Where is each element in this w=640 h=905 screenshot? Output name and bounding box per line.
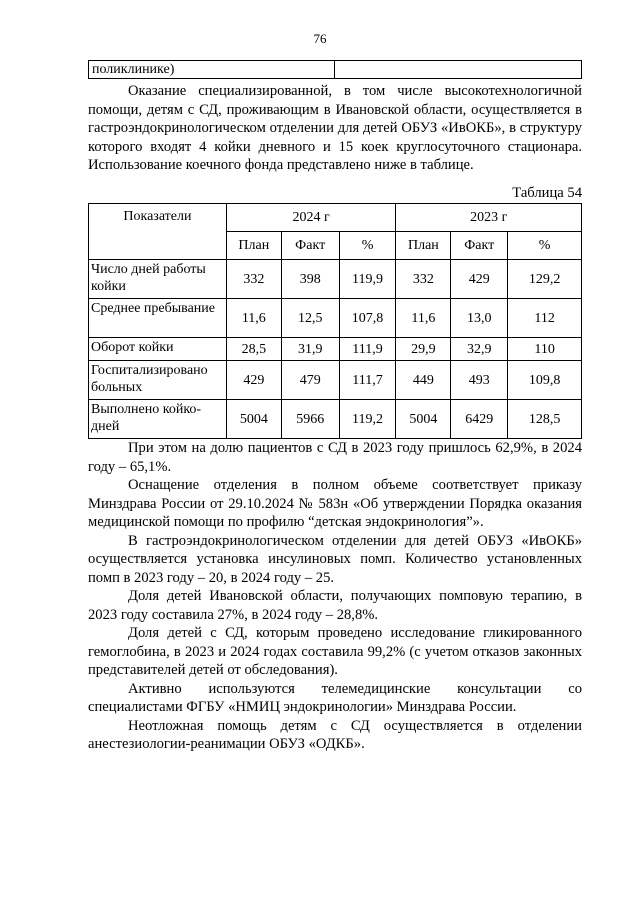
row-label: Госпитализировано больных: [89, 361, 227, 400]
header-pct-2024: %: [339, 232, 396, 260]
header-plan-2024: План: [226, 232, 281, 260]
cell-plan-2024: 332: [226, 260, 281, 299]
cell-fact-2023: 32,9: [451, 338, 508, 361]
paragraph: Оснащение отделения в полном объеме соответствует приказу Минздрава России от 29.10.2024 № 583н «Об утверждении Порядка оказания медицинской помощи по профилю “детская эндокринология”».: [88, 477, 582, 530]
header-year-2024: 2024 г: [226, 204, 396, 232]
bed-usage-table: [88, 203, 582, 439]
cell-fact-2024: 31,9: [281, 338, 339, 361]
paragraph: Активно используются телемедицинские консультации со специалистами ФГБУ «НМИЦ эндокринологии» Минздрава России.: [88, 680, 582, 715]
cell-fact-2024: 479: [281, 361, 339, 400]
paragraph: Неотложная помощь детям с СД осуществляется в отделении анестезиологии-реанимации ОБУЗ «ОДКБ».: [88, 717, 582, 752]
cell-pct-2023: 109,8: [508, 361, 582, 400]
cell-plan-2024: 429: [226, 361, 281, 400]
cell-plan-2023: 449: [396, 361, 451, 400]
table-row: [89, 338, 582, 361]
table-row: [89, 400, 582, 439]
header-plan-2023: План: [396, 232, 451, 260]
cell-pct-2024: 111,9: [339, 338, 396, 361]
paragraph: Доля детей с СД, которым проведено исследование гликированного гемоглобина, в 2023 и 2024 годах составила 99,2% (с учетом отказов законных представителей детей от обследования).: [88, 625, 582, 678]
cell-fact-2023: 493: [451, 361, 508, 400]
cell-plan-2023: 5004: [396, 400, 451, 439]
cell-plan-2023: 332: [396, 260, 451, 299]
cell-fact-2023: 13,0: [451, 299, 508, 338]
header-pct-2023: %: [508, 232, 582, 260]
cell-pct-2023: 110: [508, 338, 582, 361]
continued-cell: поликлинике): [89, 61, 335, 79]
cell-pct-2023: 129,2: [508, 260, 582, 299]
table-header-row: [89, 204, 582, 232]
cell-pct-2024: 107,8: [339, 299, 396, 338]
paragraph-intro: Оказание специализированной, в том числе высокотехнологичной помощи, детям с СД, проживающим в Ивановской области, осуществляется в гастроэндокринологическом отделении для детей ОБУЗ «ИвОКБ», в структуру которого входят 4 койки дневного и 15 коек круглосуточного стационара. Использование коечного фонда представлено ниже в таблице.: [88, 83, 582, 173]
cell-pct-2023: 112: [508, 299, 582, 338]
cell-fact-2023: 429: [451, 260, 508, 299]
cell-pct-2023: 128,5: [508, 400, 582, 439]
cell-plan-2024: 11,6: [226, 299, 281, 338]
row-label: Среднее пребывание: [89, 299, 227, 338]
table-row: [89, 260, 582, 299]
header-fact-2023: Факт: [451, 232, 508, 260]
row-label: Число дней работы койки: [89, 260, 227, 299]
cell-fact-2024: 12,5: [281, 299, 339, 338]
paragraph: В гастроэндокринологическом отделении для детей ОБУЗ «ИвОКБ» осуществляется установка инсулиновых помп. Количество установленных помп в 2023 году – 20, в 2024 году – 25.: [88, 532, 582, 586]
cell-plan-2024: 5004: [226, 400, 281, 439]
cell-pct-2024: 111,7: [339, 361, 396, 400]
table-row: [89, 299, 582, 338]
intro-paragraph-block: [88, 82, 582, 175]
header-fact-2024: Факт: [281, 232, 339, 260]
cell-fact-2024: 398: [281, 260, 339, 299]
body-paragraphs: [88, 439, 582, 754]
paragraph: При этом на долю пациентов с СД в 2023 году пришлось 62,9%, в 2024 году – 65,1%.: [88, 440, 582, 475]
page-number: 76: [313, 31, 327, 46]
cell-plan-2023: 29,9: [396, 338, 451, 361]
cell-plan-2023: 11,6: [396, 299, 451, 338]
header-year-2023: 2023 г: [396, 204, 582, 232]
table-row: [89, 361, 582, 400]
row-label: Выполнено койко-дней: [89, 400, 227, 439]
header-indicator: Показатели: [89, 204, 227, 260]
continued-cell-empty: [335, 61, 582, 79]
table-caption: Таблица 54: [512, 185, 582, 201]
cell-pct-2024: 119,9: [339, 260, 396, 299]
cell-fact-2023: 6429: [451, 400, 508, 439]
cell-pct-2024: 119,2: [339, 400, 396, 439]
paragraph: Доля детей Ивановской области, получающих помповую терапию, в 2023 году составила 27%, в 2024 году – 28,8%.: [88, 588, 582, 623]
cell-plan-2024: 28,5: [226, 338, 281, 361]
cell-fact-2024: 5966: [281, 400, 339, 439]
continued-table: [88, 60, 582, 79]
row-label: Оборот койки: [89, 338, 227, 361]
